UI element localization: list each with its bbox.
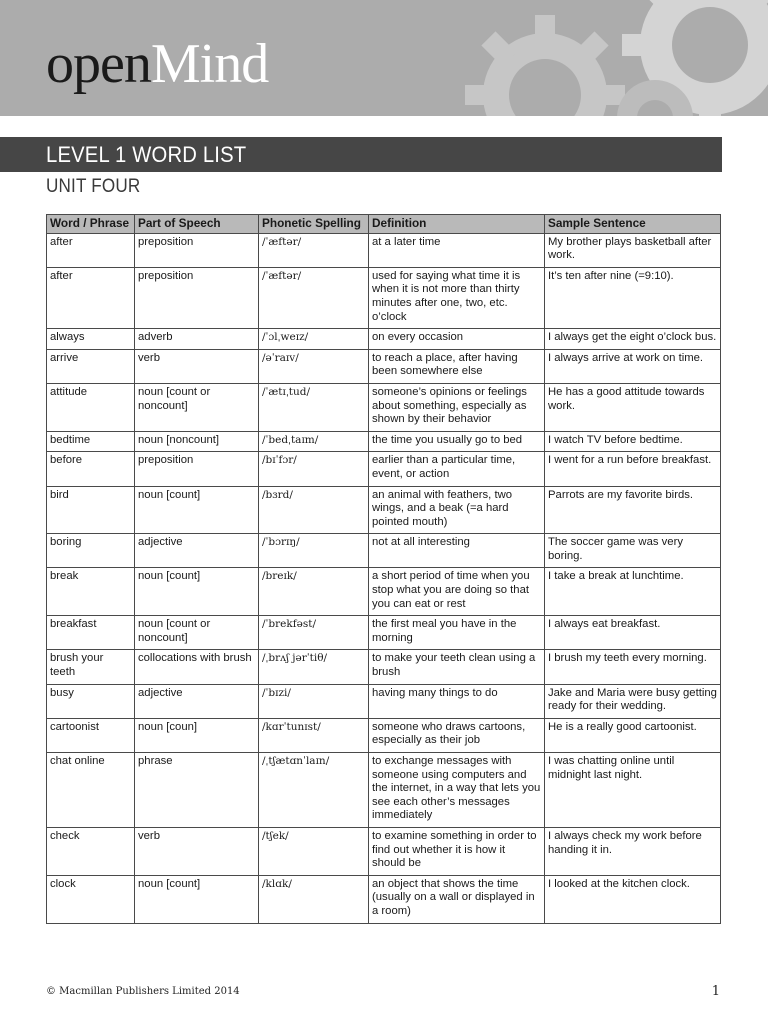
phonetic-cell: /ˌbrʌʃ jərˈtiθ/ bbox=[259, 650, 369, 684]
definition-cell: the first meal you have in the morning bbox=[369, 616, 545, 650]
word-cell: attitude bbox=[47, 383, 135, 431]
table-row bbox=[47, 684, 721, 718]
word-cell: always bbox=[47, 329, 135, 350]
phonetic-cell: /ˈbɔrɪŋ/ bbox=[259, 534, 369, 568]
sample-sentence-cell: I brush my teeth every morning. bbox=[545, 650, 721, 684]
definition-cell: at a later time bbox=[369, 233, 545, 267]
phonetic-cell: /bɜrd/ bbox=[259, 486, 369, 534]
table-row bbox=[47, 650, 721, 684]
phonetic-cell: /ˈɔlˌweɪz/ bbox=[259, 329, 369, 350]
phonetic-cell: /əˈraɪv/ bbox=[259, 349, 369, 383]
part-of-speech-cell: noun [count] bbox=[135, 486, 259, 534]
part-of-speech-cell: adverb bbox=[135, 329, 259, 350]
table-header-row bbox=[47, 215, 721, 234]
table-row bbox=[47, 568, 721, 616]
part-of-speech-cell: noun [count] bbox=[135, 568, 259, 616]
word-cell: check bbox=[47, 827, 135, 875]
part-of-speech-cell: verb bbox=[135, 827, 259, 875]
word-cell: busy bbox=[47, 684, 135, 718]
phonetic-cell: /ˌtʃætɑnˈlaɪn/ bbox=[259, 753, 369, 828]
phonetic-cell: /tʃek/ bbox=[259, 827, 369, 875]
phonetic-cell: /breɪk/ bbox=[259, 568, 369, 616]
phonetic-cell: /ˈætɪˌtud/ bbox=[259, 383, 369, 431]
definition-cell: an animal with feathers, two wings, and a beak (=a hard pointed mouth) bbox=[369, 486, 545, 534]
part-of-speech-cell: verb bbox=[135, 349, 259, 383]
word-cell: bird bbox=[47, 486, 135, 534]
definition-cell: having many things to do bbox=[369, 684, 545, 718]
table-row bbox=[47, 753, 721, 828]
definition-cell: on every occasion bbox=[369, 329, 545, 350]
word-cell: clock bbox=[47, 875, 135, 923]
word-cell: brush your teeth bbox=[47, 650, 135, 684]
sample-sentence-cell: I watch TV before bedtime. bbox=[545, 431, 721, 452]
sample-sentence-cell: I take a break at lunchtime. bbox=[545, 568, 721, 616]
word-cell: arrive bbox=[47, 349, 135, 383]
part-of-speech-cell: noun [count] bbox=[135, 875, 259, 923]
column-header: Part of Speech bbox=[135, 215, 259, 234]
column-header: Word / Phrase bbox=[47, 215, 135, 234]
sample-sentence-cell: I always arrive at work on time. bbox=[545, 349, 721, 383]
openmind-logo: openMind bbox=[46, 33, 269, 95]
column-header: Sample Sentence bbox=[545, 215, 721, 234]
part-of-speech-cell: noun [count or noncount] bbox=[135, 616, 259, 650]
part-of-speech-cell: preposition bbox=[135, 452, 259, 486]
phonetic-cell: /ˈbɪzi/ bbox=[259, 684, 369, 718]
part-of-speech-cell: collocations with brush bbox=[135, 650, 259, 684]
page-title: LEVEL 1 WORD LIST bbox=[46, 142, 247, 167]
table-row bbox=[47, 616, 721, 650]
sample-sentence-cell: I always check my work before handing it in. bbox=[545, 827, 721, 875]
definition-cell: an object that shows the time (usually on a wall or displayed in a room) bbox=[369, 875, 545, 923]
unit-heading: UNIT FOUR bbox=[46, 176, 141, 197]
definition-cell: to make your teeth clean using a brush bbox=[369, 650, 545, 684]
definition-cell: not at all interesting bbox=[369, 534, 545, 568]
word-cell: break bbox=[47, 568, 135, 616]
table-row bbox=[47, 718, 721, 752]
table-row bbox=[47, 486, 721, 534]
part-of-speech-cell: preposition bbox=[135, 233, 259, 267]
definition-cell: to examine something in order to find out whether it is how it should be bbox=[369, 827, 545, 875]
definition-cell: used for saying what time it is when it is not more than thirty minutes after one, two, etc. o’clock bbox=[369, 267, 545, 328]
word-cell: cartoonist bbox=[47, 718, 135, 752]
sample-sentence-cell: Jake and Maria were busy getting ready for their wedding. bbox=[545, 684, 721, 718]
column-header: Definition bbox=[369, 215, 545, 234]
header-banner bbox=[0, 0, 768, 116]
sample-sentence-cell: My brother plays basketball after work. bbox=[545, 233, 721, 267]
word-cell: before bbox=[47, 452, 135, 486]
word-cell: after bbox=[47, 267, 135, 328]
table-row bbox=[47, 534, 721, 568]
definition-cell: to reach a place, after having been somewhere else bbox=[369, 349, 545, 383]
word-cell: chat online bbox=[47, 753, 135, 828]
definition-cell: to exchange messages with someone using computers and the internet, in a way that lets you see each other’s messages immediately bbox=[369, 753, 545, 828]
part-of-speech-cell: adjective bbox=[135, 684, 259, 718]
part-of-speech-cell: noun [noncount] bbox=[135, 431, 259, 452]
word-cell: breakfast bbox=[47, 616, 135, 650]
definition-cell: someone who draws cartoons, especially as their job bbox=[369, 718, 545, 752]
phonetic-cell: /ˈæftər/ bbox=[259, 233, 369, 267]
sample-sentence-cell: The soccer game was very boring. bbox=[545, 534, 721, 568]
table-row bbox=[47, 383, 721, 431]
phonetic-cell: /klɑk/ bbox=[259, 875, 369, 923]
sample-sentence-cell: He has a good attitude towards work. bbox=[545, 383, 721, 431]
sample-sentence-cell: I looked at the kitchen clock. bbox=[545, 875, 721, 923]
part-of-speech-cell: adjective bbox=[135, 534, 259, 568]
page-number: 1 bbox=[711, 984, 720, 999]
phonetic-cell: /ˈæftər/ bbox=[259, 267, 369, 328]
phonetic-cell: /bɪˈfɔr/ bbox=[259, 452, 369, 486]
definition-cell: earlier than a particular time, event, or action bbox=[369, 452, 545, 486]
title-bar bbox=[0, 137, 722, 172]
phonetic-cell: /kɑrˈtunɪst/ bbox=[259, 718, 369, 752]
sample-sentence-cell: I always get the eight o’clock bus. bbox=[545, 329, 721, 350]
column-header: Phonetic Spelling bbox=[259, 215, 369, 234]
table-row bbox=[47, 431, 721, 452]
definition-cell: a short period of time when you stop what you are doing so that you can eat or rest bbox=[369, 568, 545, 616]
part-of-speech-cell: noun [count or noncount] bbox=[135, 383, 259, 431]
table-row bbox=[47, 349, 721, 383]
sample-sentence-cell: He is a really good cartoonist. bbox=[545, 718, 721, 752]
copyright-notice: © Macmillan Publishers Limited 2014 bbox=[46, 986, 240, 997]
table-row bbox=[47, 267, 721, 328]
word-cell: after bbox=[47, 233, 135, 267]
sample-sentence-cell: It’s ten after nine (=9:10). bbox=[545, 267, 721, 328]
table-row bbox=[47, 329, 721, 350]
sample-sentence-cell: I always eat breakfast. bbox=[545, 616, 721, 650]
word-list-table bbox=[46, 214, 721, 924]
definition-cell: someone’s opinions or feelings about something, especially as shown by their behavior bbox=[369, 383, 545, 431]
part-of-speech-cell: phrase bbox=[135, 753, 259, 828]
phonetic-cell: /ˈbrekfəst/ bbox=[259, 616, 369, 650]
sample-sentence-cell: Parrots are my favorite birds. bbox=[545, 486, 721, 534]
table-row bbox=[47, 452, 721, 486]
word-cell: boring bbox=[47, 534, 135, 568]
phonetic-cell: /ˈbedˌtaɪm/ bbox=[259, 431, 369, 452]
table-row bbox=[47, 233, 721, 267]
definition-cell: the time you usually go to bed bbox=[369, 431, 545, 452]
table-row bbox=[47, 827, 721, 875]
part-of-speech-cell: noun [coun] bbox=[135, 718, 259, 752]
table-row bbox=[47, 875, 721, 923]
sample-sentence-cell: I was chatting online until midnight last night. bbox=[545, 753, 721, 828]
word-cell: bedtime bbox=[47, 431, 135, 452]
part-of-speech-cell: preposition bbox=[135, 267, 259, 328]
sample-sentence-cell: I went for a run before breakfast. bbox=[545, 452, 721, 486]
